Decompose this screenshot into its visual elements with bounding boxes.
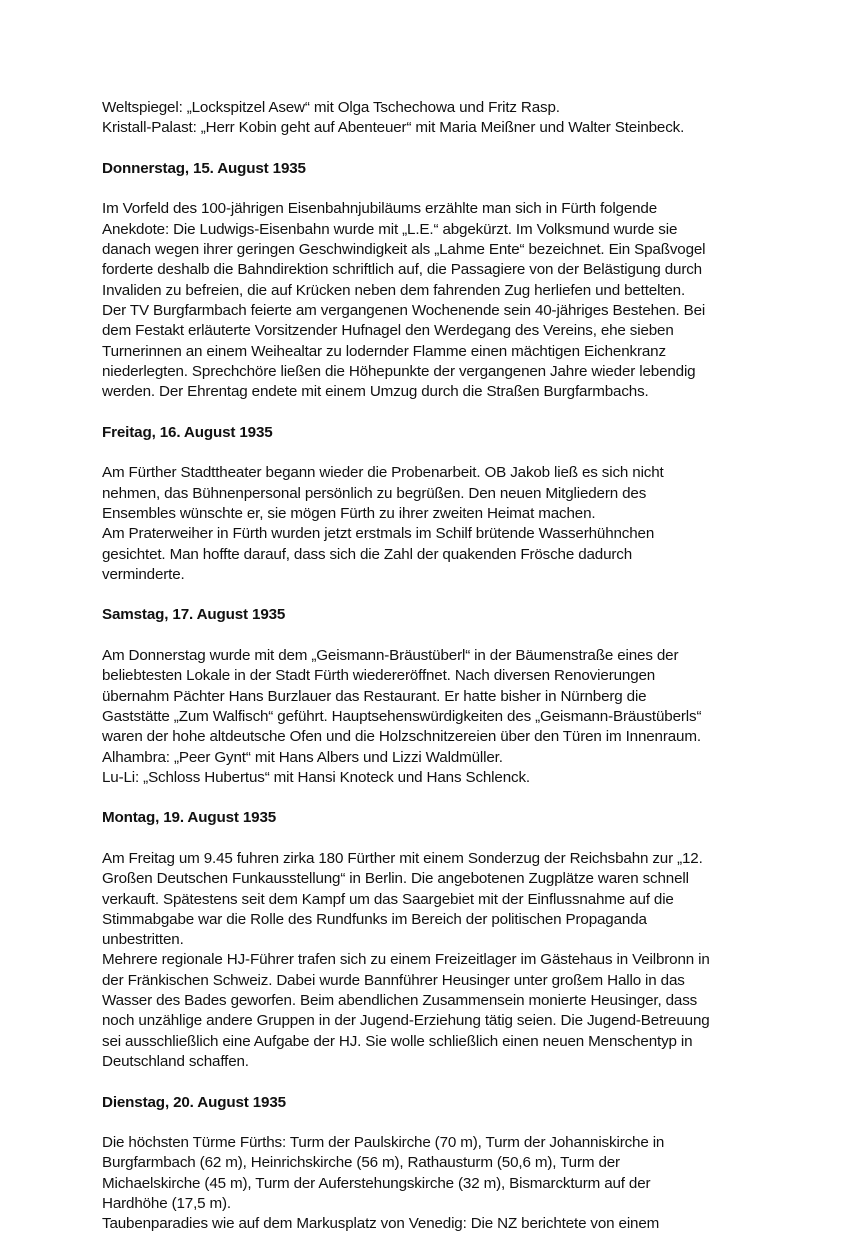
text-line: Deutschland schaffen.: [102, 1052, 249, 1070]
spacer: [102, 1072, 802, 1092]
entry-samstag-17-august: [102, 605, 802, 788]
text-line: verkauft. Spätestens seit dem Kampf um das Saargebiet mit der Einflussnahme auf die: [102, 890, 674, 908]
entry-heading: Samstag, 17. August 1935: [102, 606, 286, 624]
entry-dienstag-20-august: [102, 1093, 802, 1235]
text-line: Die höchsten Türme Fürths: Turm der Paulskirche (70 m), Turm der Johanniskirche in: [102, 1134, 665, 1152]
entry-donnerstag-15-august: [102, 159, 802, 403]
spacer: [102, 829, 802, 849]
spacer: [102, 585, 802, 605]
document-page: [102, 98, 802, 1235]
entry-freitag-16-august: [102, 423, 802, 585]
text-line: Großen Deutschen Funkausstellung“ in Berlin. Die angebotenen Zugplätze waren schnell: [102, 870, 689, 888]
text-line: Burgfarmbach (62 m), Heinrichskirche (56 m), Rathausturm (50,6 m), Turm der: [102, 1154, 620, 1172]
text-line: sei ausschließlich eine Aufgabe der HJ. Sie wolle schließlich einen neuen Menschentyp in: [102, 1032, 693, 1050]
spacer: [102, 626, 802, 646]
text-line: übernahm Pächter Hans Burzlauer das Restaurant. Er hatte bisher in Nürnberg die: [102, 687, 647, 705]
text-line: Anekdote: Die Ludwigs-Eisenbahn wurde mit „L.E.“ abgekürzt. Im Volksmund wurde sie: [102, 220, 678, 238]
text-line: Kristall-Palast: „Herr Kobin geht auf Abenteuer“ mit Maria Meißner und Walter Steinbeck.: [102, 119, 685, 137]
text-line: niederlegten. Sprechchöre ließen die Höhepunkte der vergangenen Jahre wieder lebendig: [102, 362, 696, 380]
intro-block: [102, 98, 802, 139]
entry-heading: Montag, 19. August 1935: [102, 809, 277, 827]
text-line: forderte deshalb die Bahndirektion schriftlich auf, die Passagiere von der Belästigung durch: [102, 261, 702, 279]
text-line: waren der hohe altdeutsche Ofen und die Holzschnitzereien über den Türen im Innenraum.: [102, 728, 701, 746]
text-line: Weltspiegel: „Lockspitzel Asew“ mit Olga Tschechowa und Fritz Rasp.: [102, 99, 560, 116]
spacer: [102, 443, 802, 463]
text-line: Am Donnerstag wurde mit dem „Geismann-Bräustüberl“ in der Bäumenstraße eines der: [102, 647, 679, 665]
text-line: Taubenparadies wie auf dem Markusplatz von Venedig: Die NZ berichtete von einem: [102, 1215, 660, 1233]
text-line: dem Festakt erläuterte Vorsitzender Hufnagel den Werdegang des Vereins, ehe sieben: [102, 322, 674, 340]
entry-heading: Freitag, 16. August 1935: [102, 423, 273, 441]
text-line: beliebtesten Lokale in der Stadt Fürth wiedereröffnet. Nach diversen Renovierungen: [102, 667, 656, 685]
text-line: Wasser des Bades geworfen. Beim abendlichen Zusammensein monierte Heusinger, dass: [102, 992, 698, 1010]
entry-heading: Dienstag, 20. August 1935: [102, 1093, 286, 1111]
spacer: [102, 139, 802, 159]
text-line: Am Praterweiher in Fürth wurden jetzt erstmals im Schilf brütende Wasserhühnchen: [102, 525, 655, 543]
entry-montag-19-august: [102, 808, 802, 1072]
spacer: [102, 788, 802, 808]
text-line: werden. Der Ehrentag endete mit einem Umzug durch die Straßen Burgfarmbachs.: [102, 383, 649, 401]
text-line: danach wegen ihrer geringen Geschwindigkeit als „Lahme Ente“ bezeichnet. Ein Spaßvogel: [102, 241, 706, 259]
spacer: [102, 402, 802, 422]
text-line: Ensembles wünschte er, sie mögen Fürth zu ihrer zweiten Heimat machen.: [102, 504, 596, 522]
text-line: Mehrere regionale HJ-Führer trafen sich zu einem Freizeitlager im Gästehaus in Veilbronn in: [102, 951, 710, 969]
text-line: Michaelskirche (45 m), Turm der Auferstehungskirche (32 m), Bismarckturm auf der: [102, 1174, 651, 1192]
text-line: Am Fürther Stadttheater begann wieder die Probenarbeit. OB Jakob ließ es sich nicht: [102, 464, 664, 482]
text-line: verminderte.: [102, 565, 185, 583]
text-line: gesichtet. Man hoffte darauf, dass sich die Zahl der quakenden Frösche dadurch: [102, 545, 633, 563]
text-line: unbestritten.: [102, 931, 184, 949]
text-line: nehmen, das Bühnenpersonal persönlich zu begrüßen. Den neuen Mitgliedern des: [102, 484, 647, 502]
text-line: Stimmabgabe war die Rolle des Rundfunks im Bereich der politischen Propaganda: [102, 910, 647, 928]
text-line: der Fränkischen Schweiz. Dabei wurde Bannführer Heusinger unter großem Hallo in das: [102, 971, 685, 989]
spacer: [102, 1113, 802, 1133]
text-line: Im Vorfeld des 100-jährigen Eisenbahnjubiläums erzählte man sich in Fürth folgende: [102, 200, 658, 218]
text-line: Turnerinnen an einem Weihealtar zu lodernder Flamme einen mächtigen Eichenkranz: [102, 342, 666, 360]
text-line: Gaststätte „Zum Walfisch“ geführt. Hauptsehenswürdigkeiten des „Geismann-Bräustüberls“: [102, 707, 702, 725]
entry-heading: Donnerstag, 15. August 1935: [102, 159, 306, 177]
text-line: Hardhöhe (17,5 m).: [102, 1195, 231, 1213]
text-line: noch unzählige andere Gruppen in der Jugend-Erziehung tätig seien. Die Jugend-Betreuung: [102, 1012, 710, 1030]
text-line: Alhambra: „Peer Gynt“ mit Hans Albers und Lizzi Waldmüller.: [102, 748, 503, 766]
text-line: Am Freitag um 9.45 fuhren zirka 180 Fürther mit einem Sonderzug der Reichsbahn zur „12.: [102, 849, 703, 867]
spacer: [102, 179, 802, 199]
text-line: Der TV Burgfarmbach feierte am vergangenen Wochenende sein 40-jähriges Bestehen. Bei: [102, 301, 706, 319]
text-line: Lu-Li: „Schloss Hubertus“ mit Hansi Knoteck und Hans Schlenck.: [102, 768, 530, 786]
text-line: Invaliden zu befreien, die auf Krücken neben dem fahrenden Zug herliefen und bettelten.: [102, 281, 686, 299]
